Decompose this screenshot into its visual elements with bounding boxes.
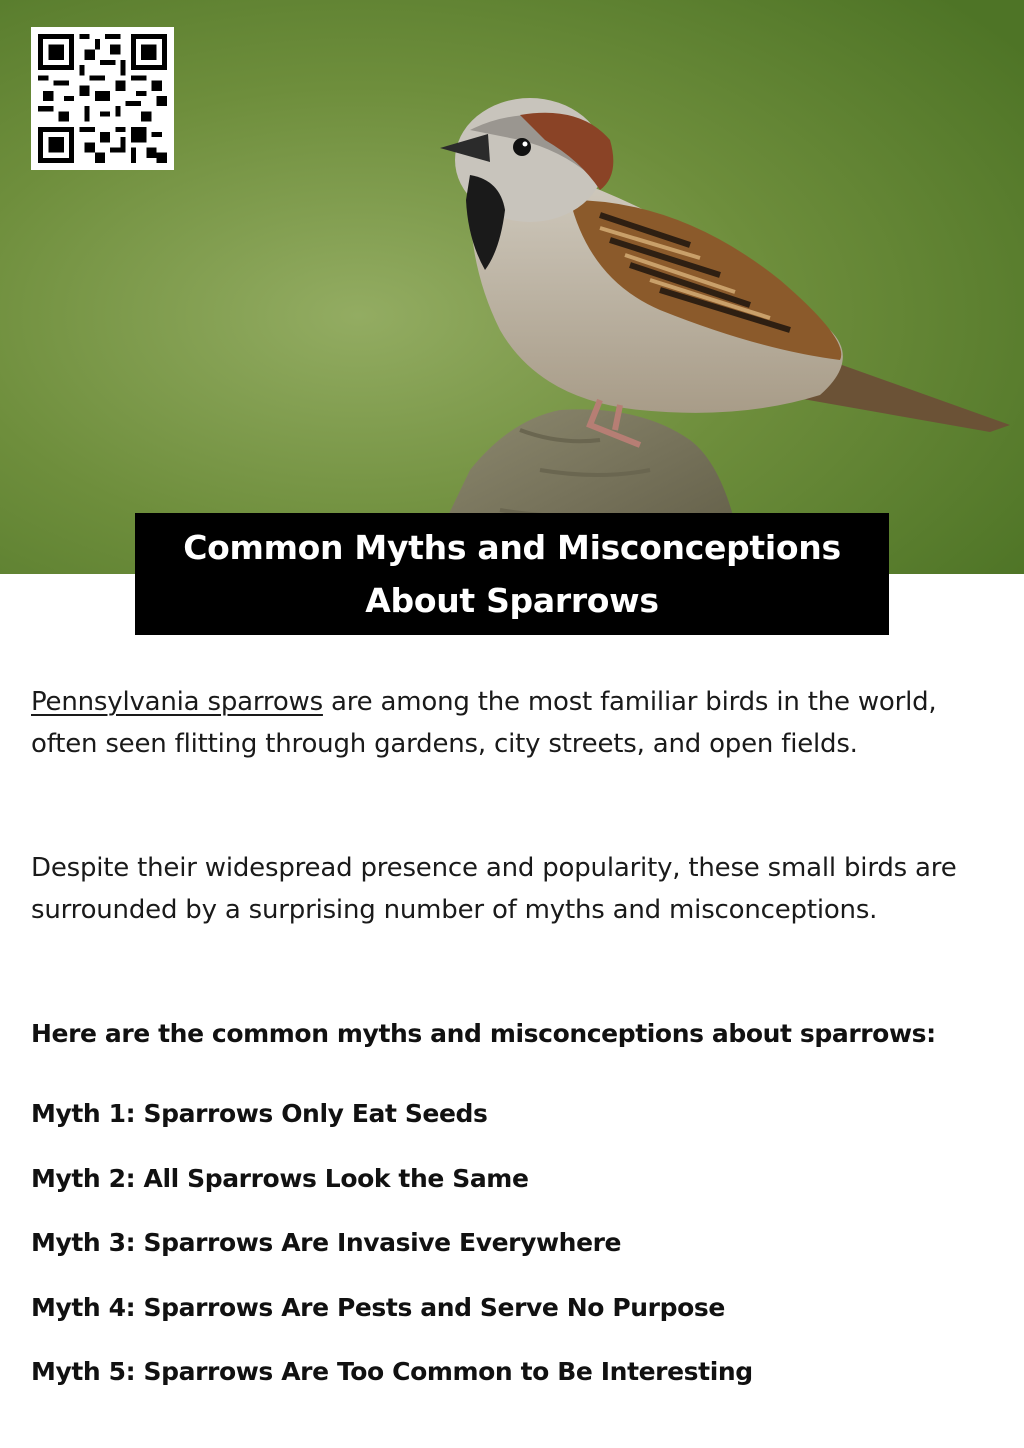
pennsylvania-sparrows-link[interactable]: Pennsylvania sparrows (31, 687, 323, 717)
title-line-2: About Sparrows (365, 581, 659, 620)
myth-item: Myth 2: All Sparrows Look the Same (31, 1163, 529, 1193)
hero-image (0, 0, 1024, 574)
intro-paragraph (31, 681, 996, 765)
myth-item: Myth 5: Sparrows Are Too Common to Be Interesting (31, 1357, 753, 1386)
title-line-1: Common Myths and Misconceptions (183, 528, 841, 567)
myth-item: Myth 3: Sparrows Are Invasive Everywhere (31, 1228, 622, 1257)
intro-text: are among the most familiar birds in the world, often seen flitting through gardens, city streets, and open fields. (31, 687, 937, 759)
page-title (135, 513, 889, 635)
paragraph-2: Despite their widespread presence and popularity, these small birds are surrounded by a surprising number of myths and misconceptions. (31, 853, 957, 925)
myths-subheading: Here are the common myths and misconceptions about sparrows: (31, 1019, 936, 1048)
myth-item: Myth 4: Sparrows Are Pests and Serve No Purpose (31, 1292, 725, 1322)
qr-code-icon (38, 34, 167, 163)
myths-list (31, 1093, 1011, 1416)
myth-item: Myth 1: Sparrows Only Eat Seeds (31, 1099, 488, 1128)
qr-code[interactable] (31, 27, 174, 170)
